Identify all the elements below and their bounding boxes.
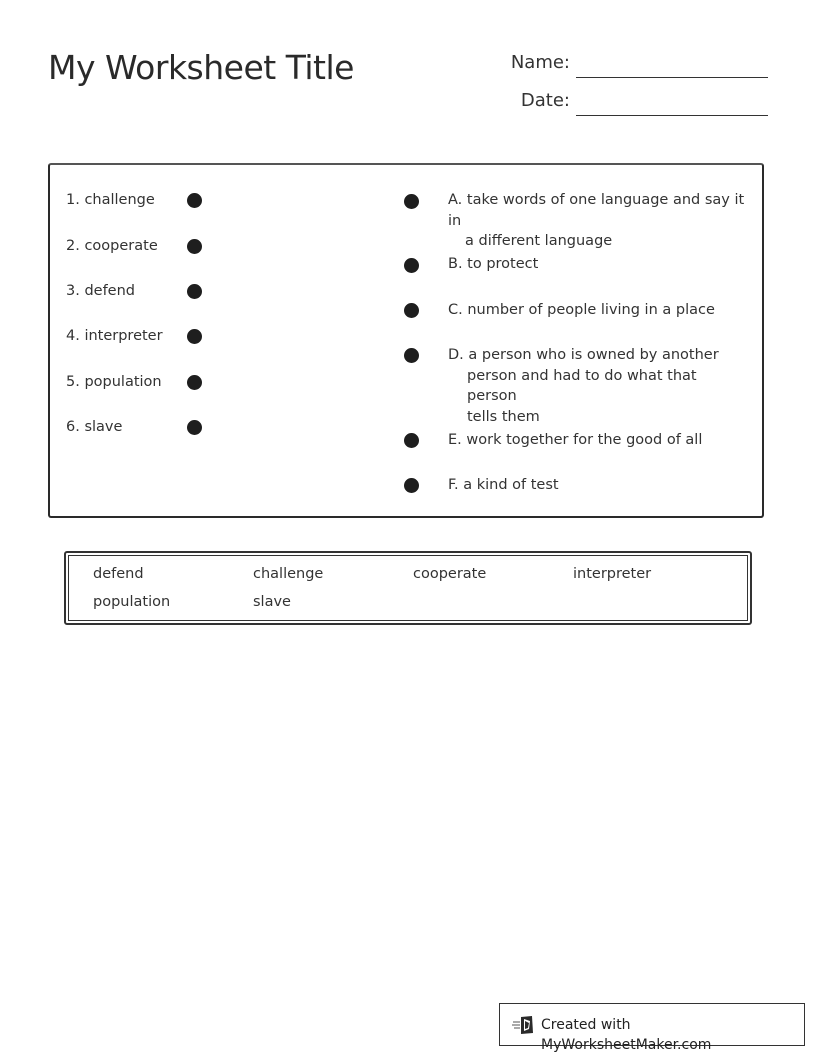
word-bank-item: population (93, 594, 171, 610)
word-bank-item: defend (93, 566, 144, 582)
term-connector-dot[interactable] (187, 420, 202, 435)
name-label: Name: (510, 52, 570, 73)
definition-connector-dot[interactable] (404, 303, 419, 318)
term-item: 1. challenge (66, 192, 155, 208)
worksheet-title: My Worksheet Title (48, 48, 354, 87)
term-connector-dot[interactable] (187, 284, 202, 299)
word-bank-item: cooperate (413, 566, 487, 582)
term-connector-dot[interactable] (187, 375, 202, 390)
definition-text: D. a person who is owned by another (448, 347, 719, 363)
definition-text: B. to protect (448, 256, 539, 272)
date-field (500, 88, 768, 118)
definition-text: C. number of people living in a place (448, 302, 715, 318)
footer-text: Created with MyWorksheetMaker.com (541, 1017, 712, 1053)
footer-credit[interactable] (499, 1003, 805, 1053)
date-blank-line[interactable] (576, 115, 768, 116)
definition-text: F. a kind of test (448, 477, 559, 493)
term-item: 4. interpreter (66, 328, 163, 344)
definition-connector-dot[interactable] (404, 478, 419, 493)
term-connector-dot[interactable] (187, 329, 202, 344)
term-item: 3. defend (66, 283, 135, 299)
term-item: 6. slave (66, 419, 123, 435)
word-bank-item: slave (253, 594, 291, 610)
word-bank-item: challenge (253, 566, 324, 582)
definition-text-continued: tells them (467, 408, 540, 425)
definition-text-continued: person and had to do what that person (467, 367, 697, 404)
term-connector-dot[interactable] (187, 193, 202, 208)
definition-item (448, 254, 748, 275)
name-blank-line[interactable] (576, 77, 768, 78)
definition-text: E. work together for the good of all (448, 432, 703, 448)
date-label: Date: (520, 90, 570, 111)
definition-connector-dot[interactable] (404, 194, 419, 209)
definition-item (448, 475, 748, 496)
definition-connector-dot[interactable] (404, 348, 419, 363)
term-connector-dot[interactable] (187, 239, 202, 254)
definition-item (448, 345, 748, 427)
definition-item (448, 300, 748, 321)
word-bank-item: interpreter (573, 566, 652, 582)
definition-item (448, 190, 748, 252)
definition-connector-dot[interactable] (404, 258, 419, 273)
word-bank (64, 551, 752, 625)
term-item: 2. cooperate (66, 238, 158, 254)
definition-text: A. take words of one language and say it in (448, 192, 745, 229)
definition-text-continued: a different language (465, 233, 613, 249)
term-item: 5. population (66, 374, 162, 390)
definition-connector-dot[interactable] (404, 433, 419, 448)
definition-item (448, 430, 748, 451)
name-field (500, 50, 768, 80)
worksheet-maker-logo-icon (512, 1015, 536, 1035)
